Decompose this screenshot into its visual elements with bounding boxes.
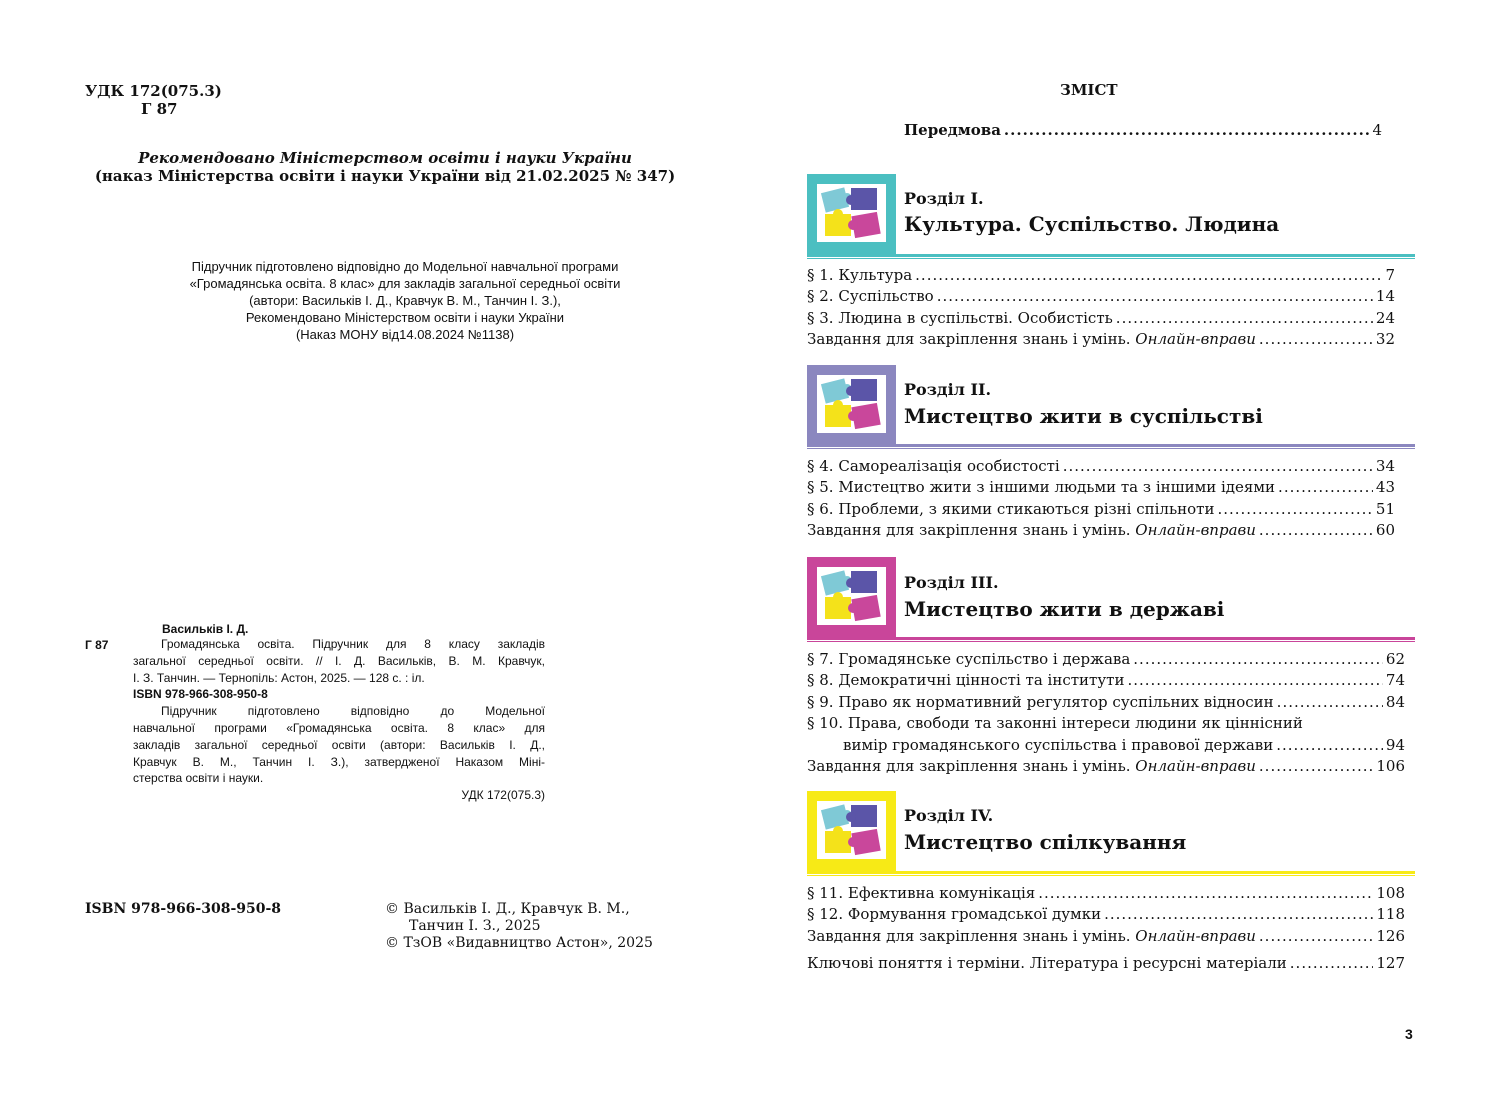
leader-dots [1259, 926, 1373, 947]
toc-final-page: 127 [1376, 954, 1405, 972]
section-entries [807, 265, 1395, 351]
toc-entry[interactable] [807, 904, 1405, 925]
rule-thick [807, 871, 1415, 874]
section-rule [807, 871, 1415, 877]
toc-entry[interactable] [807, 670, 1405, 691]
toc-entry-online: Онлайн-вправи [1135, 757, 1256, 776]
toc-entry[interactable] [807, 456, 1395, 477]
toc-entry-title: § 2. Суспільство [807, 287, 934, 306]
toc-entry[interactable] [807, 520, 1395, 541]
toc-entry-title: § 10. Права, свободи та законні інтереси людини як ціннісний [807, 714, 1303, 733]
toc-entry[interactable] [807, 883, 1405, 904]
leader-dots [1259, 329, 1373, 350]
section-label: Розділ І. [904, 189, 984, 208]
puzzle-icon [817, 375, 886, 433]
leader-dots [937, 286, 1373, 307]
rule-thick [807, 444, 1415, 447]
toc-entry-page: 108 [1376, 884, 1405, 902]
udk-block [85, 82, 222, 118]
toc-entry-text [807, 649, 1130, 670]
rule-thin [807, 448, 1415, 449]
toc-final-entry[interactable] [807, 953, 1405, 974]
copyright-line: © Васильків І. Д., Кравчук В. М., [385, 901, 630, 917]
toc-entry-online: Онлайн-вправи [1135, 330, 1256, 349]
isbn: ISBN 978-966-308-950-8 [85, 901, 282, 917]
leader-dots [1278, 477, 1373, 498]
author-sign: Г 87 [141, 100, 178, 118]
toc-entry-title: § 1. Культура [807, 266, 913, 284]
preparation-line: (Наказ МОНУ від14.08.2024 №1138) [295, 327, 515, 342]
card-line: загальної середньої освіти. // І. Д. Васильків, В. М. Кравчук, [133, 653, 545, 668]
recommendation [85, 149, 685, 185]
recommendation-line-1: Рекомендовано Міністерством освіти і науки України [138, 149, 632, 167]
toc-entry-page: 24 [1375, 308, 1395, 327]
section-icon-frame [817, 184, 886, 242]
preparation-line: Рекомендовано Міністерством освіти і науки України [245, 310, 565, 325]
toc-entry-title: Завдання для закріплення знань і умінь. [807, 330, 1131, 349]
toc-entry-title: § 11. Ефективна комунікація [807, 884, 1036, 902]
toc-entry-text [807, 520, 1256, 541]
toc-title: ЗМІСТ [1060, 81, 1118, 99]
toc-entry[interactable] [807, 308, 1395, 329]
toc-entry-page: 14 [1375, 287, 1395, 306]
toc-entry-title: § 4. Самореалізація особистості [807, 457, 1060, 475]
leader-dots [1063, 456, 1373, 477]
toc-entry-text [807, 670, 1124, 691]
catalog-card [133, 636, 545, 804]
section-label: Розділ ІV. [904, 806, 994, 825]
card-annotation-line: Підручник підготовлено відповідно до Модельної [161, 704, 545, 719]
card-author: Васильків І. Д. [162, 622, 249, 636]
toc-entry-text [807, 477, 1275, 498]
toc-entry-text [807, 756, 1256, 777]
card-udk: УДК 172(075.3) [461, 788, 545, 803]
toc-entry-text [807, 499, 1214, 520]
copyright-line: Танчин І. З., 2025 [409, 918, 541, 934]
leader-dots [1127, 670, 1382, 691]
leader-dots [1259, 520, 1373, 541]
leader-dots [1038, 883, 1373, 904]
puzzle-icon [817, 567, 886, 625]
section-icon-box [807, 791, 896, 873]
toc-entry-text [807, 713, 1303, 734]
toc-final-text: Ключові поняття і терміни. Література і ресурсні матеріали [807, 954, 1287, 972]
leader-dots [1133, 649, 1383, 670]
toc-entry-text [807, 692, 1274, 713]
toc-entry-title: Завдання для закріплення знань і умінь. [807, 521, 1131, 540]
section-title[interactable]: Культура. Суспільство. Людина [904, 212, 1280, 236]
section-label: Розділ ІІ. [904, 380, 992, 399]
preparation-line: (автори: Васильків І. Д., Кравчук В. М., Танчин І. З.), [249, 293, 561, 308]
card-line: І. З. Танчин. — Тернопіль: Астон, 2025. — 128 с. : іл. [133, 670, 425, 685]
toc-entry-title: § 3. Людина в суспільстві. Особистість [807, 308, 1113, 327]
toc-entry-text [807, 456, 1060, 477]
preparation-line: Підручник підготовлено відповідно до Модельної навчальної програми [191, 259, 619, 274]
preparation-note [150, 258, 660, 343]
leader-dots [1277, 692, 1383, 713]
toc-entry[interactable] [807, 286, 1395, 307]
toc-entry-online: Онлайн-вправи [1135, 521, 1256, 540]
toc-entry-page: 43 [1375, 478, 1395, 497]
leader-dots [915, 265, 1382, 286]
toc-entry-text [807, 926, 1256, 947]
toc-entry-text [807, 883, 1035, 904]
toc-entry-page: 126 [1376, 926, 1405, 945]
rule-thin [807, 875, 1415, 876]
toc-foreword-title: Передмова [904, 121, 1001, 139]
toc-entry-page: 106 [1376, 757, 1405, 776]
section-entries [807, 456, 1395, 542]
card-annotation-line: навчальної програми «Громадянська освіта. 8 клас» для [133, 720, 545, 735]
udk-code: УДК 172(075.3) [85, 82, 222, 100]
toc-entry-page: 118 [1376, 905, 1405, 924]
card-annotation-line: Кравчук В. М., Танчин І. З.), затвердженої Наказом Міні- [133, 754, 545, 769]
rule-thick [807, 637, 1415, 640]
toc-entry-title: вимір громадянського суспільства і правової держави [843, 735, 1274, 754]
toc-entry-text [807, 265, 912, 286]
section-label: Розділ ІІІ. [904, 573, 999, 592]
toc-entry[interactable] [807, 499, 1395, 520]
toc-entry-title: § 5. Мистецтво жити з іншими людьми та з іншими ідеями [807, 478, 1276, 497]
leader-dots [1116, 308, 1373, 329]
toc-entry-online: Онлайн-вправи [1135, 926, 1256, 945]
card-isbn: ISBN 978-966-308-950-8 [133, 687, 268, 702]
section-entries [807, 649, 1405, 777]
section-icon-frame [817, 801, 886, 859]
toc-entry-page: 51 [1375, 499, 1395, 518]
copyright-line: © ТзОВ «Видавництво Астон», 2025 [385, 935, 653, 951]
section-title[interactable]: Мистецтво жити в державі [904, 597, 1225, 621]
toc-entry-title: Завдання для закріплення знань і умінь. [807, 757, 1131, 776]
copyright [385, 901, 653, 952]
section-icon-frame [817, 375, 886, 433]
toc-entry-title: § 8. Демократичні цінності та інститути [807, 671, 1125, 690]
section-rule [807, 254, 1415, 260]
toc-entry-text [807, 308, 1113, 329]
toc-entry[interactable] [807, 477, 1395, 498]
toc-entry-page: 62 [1385, 650, 1405, 668]
leader-dots [1259, 756, 1373, 777]
toc-entry-text [807, 329, 1256, 350]
leader-dots [1004, 121, 1370, 139]
rule-thin [807, 258, 1415, 259]
section-icon-box [807, 365, 896, 447]
card-code: Г 87 [85, 638, 109, 652]
toc-entry-text [807, 904, 1101, 925]
card-annotation-line: закладів загальної середньої освіти (автори: Васильків І. Д., [133, 737, 545, 752]
rule-thick [807, 254, 1415, 257]
toc-entry-text [843, 735, 1273, 756]
toc-entry[interactable] [807, 713, 1405, 734]
toc-entry[interactable] [807, 735, 1405, 756]
toc-entry[interactable] [807, 329, 1395, 350]
leader-dots [1217, 499, 1372, 520]
toc-entry[interactable] [807, 265, 1395, 286]
toc-entry-page: 74 [1385, 671, 1405, 690]
toc-entry-page: 84 [1385, 692, 1405, 711]
section-title[interactable]: Мистецтво спілкування [904, 830, 1187, 854]
section-rule [807, 637, 1415, 643]
leader-dots [1276, 735, 1383, 756]
card-line: Громадянська освіта. Підручник для 8 класу закладів [161, 637, 545, 651]
leader-dots [1290, 953, 1374, 974]
section-entries [807, 883, 1405, 947]
section-icon-box [807, 174, 896, 256]
section-title[interactable]: Мистецтво жити в суспільстві [904, 404, 1263, 428]
toc-entry[interactable] [807, 692, 1405, 713]
page-number: 3 [1405, 1026, 1413, 1042]
rule-thin [807, 641, 1415, 642]
puzzle-icon [817, 184, 886, 242]
toc-entry-page: 34 [1375, 457, 1395, 475]
toc-entry-title: § 9. Право як нормативний регулятор суспільних відносин [807, 692, 1274, 711]
toc-entry-title: § 6. Проблеми, з якими стикаються різні спільноти [807, 499, 1215, 518]
toc-entry-page: 7 [1385, 266, 1395, 284]
toc-foreword-page: 4 [1372, 121, 1382, 139]
section-icon-frame [817, 567, 886, 625]
toc-entry-page: 60 [1375, 521, 1395, 540]
preparation-line: «Громадянська освіта. 8 клас» для закладів загальної середньої освіти [189, 276, 621, 291]
toc-entry-page: 32 [1375, 330, 1395, 349]
toc-entry[interactable] [807, 649, 1405, 670]
section-icon-box [807, 557, 896, 639]
leader-dots [1104, 904, 1373, 925]
toc-entry[interactable] [807, 926, 1405, 947]
toc-foreword[interactable] [904, 121, 1382, 139]
recommendation-line-2: (наказ Міністерства освіти і науки України від 21.02.2025 № 347) [94, 167, 676, 185]
card-annotation-line: стерства освіти і науки. [133, 771, 264, 786]
section-rule [807, 444, 1415, 450]
toc-entry-page: 94 [1385, 735, 1405, 754]
toc-entry-text [807, 286, 934, 307]
toc-entry-title: Завдання для закріплення знань і умінь. [807, 926, 1131, 945]
puzzle-icon [817, 801, 886, 859]
toc-entry-title: § 12. Формування громадської думки [807, 905, 1102, 924]
toc-entry-title: § 7. Громадянське суспільство і держава [807, 650, 1131, 668]
toc-entry[interactable] [807, 756, 1405, 777]
